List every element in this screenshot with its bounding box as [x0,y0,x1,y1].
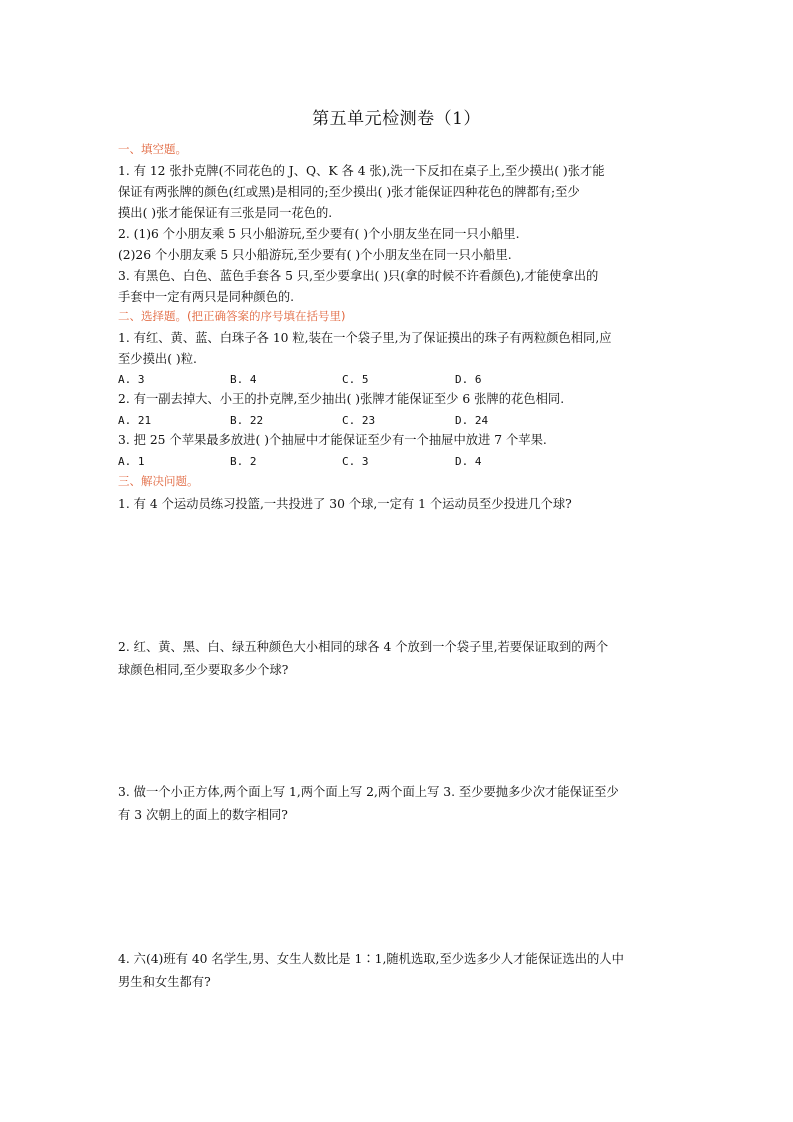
s2-q1-line1: 1. 有红、黄、蓝、白珠子各 10 粒,装在一个袋子里,为了保证摸出的珠子有两粒颜色相同,应 [118,331,612,345]
s2-q3-option-d: D. 4 [455,455,482,468]
s3-q4-line1: 4. 六(4)班有 40 名学生,男、女生人数比是 1∶1,随机选取,至少选多少人才能保证选出的人中 [118,952,624,966]
s2-q2-option-a: A. 21 [118,414,152,427]
s2-q1-option-d: D. 6 [455,373,482,386]
s3-q3-line1: 3. 做一个小正方体,两个面上写 1,两个面上写 2,两个面上写 3. 至少要抛多少次才能保证至少 [118,785,619,799]
s2-q2-line1: 2. 有一副去掉大、小王的扑克牌,至少抽出( )张牌才能保证至少 6 张牌的花色相同. [118,392,565,406]
section-heading-fill-blank: 一、填空题。 [118,142,187,156]
page-title: 第五单元检测卷（1） [312,109,481,129]
s1-q2-line1: 2. (1)6 个小朋友乘 5 只小船游玩,至少要有( )个小朋友坐在同一只小船里. [118,227,520,241]
s1-q1-line3: 摸出( )张才能保证有三张是同一花色的. [118,206,333,220]
s2-q3-option-a: A. 1 [118,455,145,468]
s2-q3-option-b: B. 2 [230,455,257,468]
s3-q3-line2: 有 3 次朝上的面上的数字相同? [118,808,288,822]
s3-q2-line1: 2. 红、黄、黑、白、绿五种颜色大小相同的球各 4 个放到一个袋子里,若要保证取到的两个 [118,640,609,654]
s1-q3-line2: 手套中一定有两只是同种颜色的. [118,290,295,304]
s2-q1-option-a: A. 3 [118,373,145,386]
s1-q1-line1: 1. 有 12 张扑克牌(不同花色的 J、Q、K 各 4 张),洗一下反扣在桌子上,至少摸出( )张才能 [118,164,605,178]
s2-q1-line2: 至少摸出( )粒. [118,352,197,366]
s1-q1-line2: 保证有两张牌的颜色(红或黑)是相同的;至少摸出( )张才能保证四种花色的牌都有;至少 [118,185,580,199]
s2-q2-option-b: B. 22 [230,414,264,427]
s1-q2-line2: (2)26 个小朋友乘 5 只小船游玩,至少要有( )个小朋友坐在同一只小船里. [118,248,512,262]
section-heading-problem-solving: 三、解决问题。 [118,474,199,488]
s2-q1-option-c: C. 5 [342,373,369,386]
s2-q2-option-d: D. 24 [455,414,489,427]
s2-q1-option-b: B. 4 [230,373,257,386]
s2-q2-option-c: C. 23 [342,414,376,427]
s3-q4-line2: 男生和女生都有? [118,975,211,989]
s3-q2-line2: 球颜色相同,至少要取多少个球? [118,663,289,677]
s2-q3-option-c: C. 3 [342,455,369,468]
s3-q1-line1: 1. 有 4 个运动员练习投篮,一共投进了 30 个球,一定有 1 个运动员至少投进几个球? [118,497,572,511]
s1-q3-line1: 3. 有黑色、白色、蓝色手套各 5 只,至少要拿出( )只(拿的时候不许看颜色),才能使拿出的 [118,269,599,283]
section-heading-multiple-choice: 二、选择题。(把正确答案的序号填在括号里) [118,309,346,323]
s2-q3-line1: 3. 把 25 个苹果最多放进( )个抽屉中才能保证至少有一个抽屉中放进 7 个苹果. [118,433,547,447]
